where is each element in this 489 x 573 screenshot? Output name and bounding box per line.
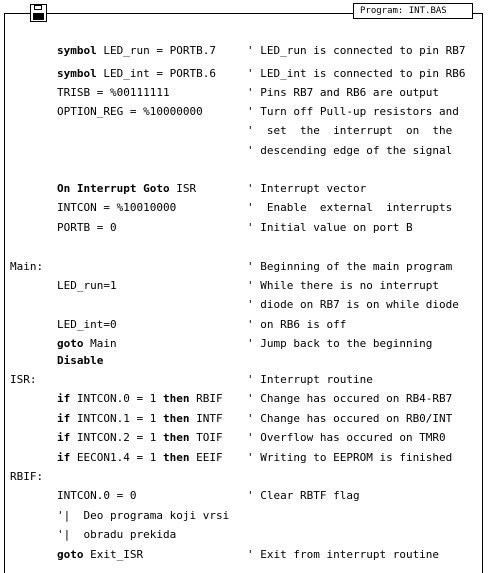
code-text: OPTION_REG = %10000000 <box>57 105 203 118</box>
code-statement <box>57 66 216 82</box>
code-keyword: goto <box>57 337 84 350</box>
code-comment: ' Change has occured on RB4-RB7 <box>247 392 453 405</box>
code-text: PORTB = 0 <box>57 221 117 234</box>
code-comment: ' on RB6 is off <box>247 318 347 331</box>
code-statement <box>57 181 196 197</box>
code-statement <box>57 200 176 216</box>
code-text: INTF <box>189 412 223 425</box>
floppy-disk-icon <box>30 4 47 22</box>
code-comment: ' Exit from interrupt routine <box>247 548 440 561</box>
code-statement <box>57 391 223 407</box>
code-text: TRISB = %00111111 <box>57 86 170 99</box>
code-text: TOIF <box>189 431 223 444</box>
code-comment: ' Beginning of the main program <box>247 260 453 273</box>
code-comment: ' LED_int is connected to pin RB6 <box>247 67 466 80</box>
code-keyword: symbol <box>57 44 97 57</box>
code-text: Exit_ISR <box>83 548 144 561</box>
code-text: LED_int=0 <box>57 318 117 331</box>
code-comment: ' Interrupt routine <box>247 373 373 386</box>
code-statement <box>57 336 117 352</box>
code-text: INTCON = %10010000 <box>57 201 177 214</box>
code-label: ISR: <box>10 373 37 386</box>
code-keyword: if <box>57 431 71 444</box>
code-keyword: On Interrupt Goto <box>57 182 170 195</box>
code-comment: ' set the interrupt on the <box>247 124 453 137</box>
code-keyword: Disable <box>57 354 104 367</box>
code-comment: ' Change has occured on RB0/INT <box>247 412 453 425</box>
code-comment: ' Overflow has occured on TMR0 <box>247 431 446 444</box>
code-comment: ' Writing to EEPROM is finished <box>247 451 453 464</box>
code-keyword: then <box>162 412 190 425</box>
code-text: INTCON.2 = 1 <box>70 431 163 444</box>
code-statement <box>57 317 117 333</box>
code-comment: ' Jump back to the beginning <box>247 337 433 350</box>
code-statement <box>57 104 203 120</box>
code-comment: ' Interrupt vector <box>247 182 367 195</box>
code-comment: ' Turn off Pull-up resistors and <box>247 105 459 118</box>
code-statement <box>57 43 216 59</box>
code-text: RBIF <box>189 392 223 405</box>
code-text: LED_run = PORTB.7 <box>96 44 216 57</box>
code-statement <box>57 547 143 563</box>
code-keyword: if <box>57 451 71 464</box>
code-statement <box>57 527 176 543</box>
code-keyword: then <box>162 451 190 464</box>
code-statement <box>57 488 136 504</box>
code-label: Main: <box>10 260 44 273</box>
code-keyword: if <box>57 412 71 425</box>
code-statement <box>57 220 117 236</box>
code-comment: ' While there is no interrupt <box>247 279 440 292</box>
code-keyword: if <box>57 392 71 405</box>
code-label: RBIF: <box>10 470 44 483</box>
code-text: ISR <box>169 182 197 195</box>
code-comment: ' Initial value on port B <box>247 221 413 234</box>
code-text: INTCON.0 = 1 <box>70 392 163 405</box>
code-keyword: goto <box>57 548 84 561</box>
code-statement <box>57 278 117 294</box>
code-comment: ' diode on RB7 is on while diode <box>247 298 459 311</box>
code-statement <box>57 430 223 446</box>
code-text: LED_run=1 <box>57 279 117 292</box>
code-statement <box>57 85 170 101</box>
code-text: INTCON.0 = 0 <box>57 489 137 502</box>
code-comment: ' Pins RB7 and RB6 are output <box>247 86 440 99</box>
program-filename-label: Program: INT.BAS <box>353 3 473 19</box>
code-text: LED_int = PORTB.6 <box>96 67 216 80</box>
code-statement <box>57 353 103 369</box>
code-comment: ' Clear RBTF flag <box>247 489 360 502</box>
code-text: INTCON.1 = 1 <box>70 412 163 425</box>
code-statement <box>57 450 223 466</box>
code-text: Main <box>83 337 117 350</box>
code-text: EECON1.4 = 1 <box>70 451 163 464</box>
code-keyword: then <box>162 392 190 405</box>
code-comment: ' Enable external interrupts <box>247 201 453 214</box>
code-text: '| obradu prekida <box>57 528 177 541</box>
code-comment: ' descending edge of the signal <box>247 144 453 157</box>
code-keyword: symbol <box>57 67 97 80</box>
code-text: EEIF <box>189 451 223 464</box>
code-statement <box>57 411 223 427</box>
code-comment: ' LED_run is connected to pin RB7 <box>247 44 466 57</box>
code-keyword: then <box>162 431 190 444</box>
code-statement <box>57 508 229 524</box>
code-text: '| Deo programa koji vrsi <box>57 509 230 522</box>
